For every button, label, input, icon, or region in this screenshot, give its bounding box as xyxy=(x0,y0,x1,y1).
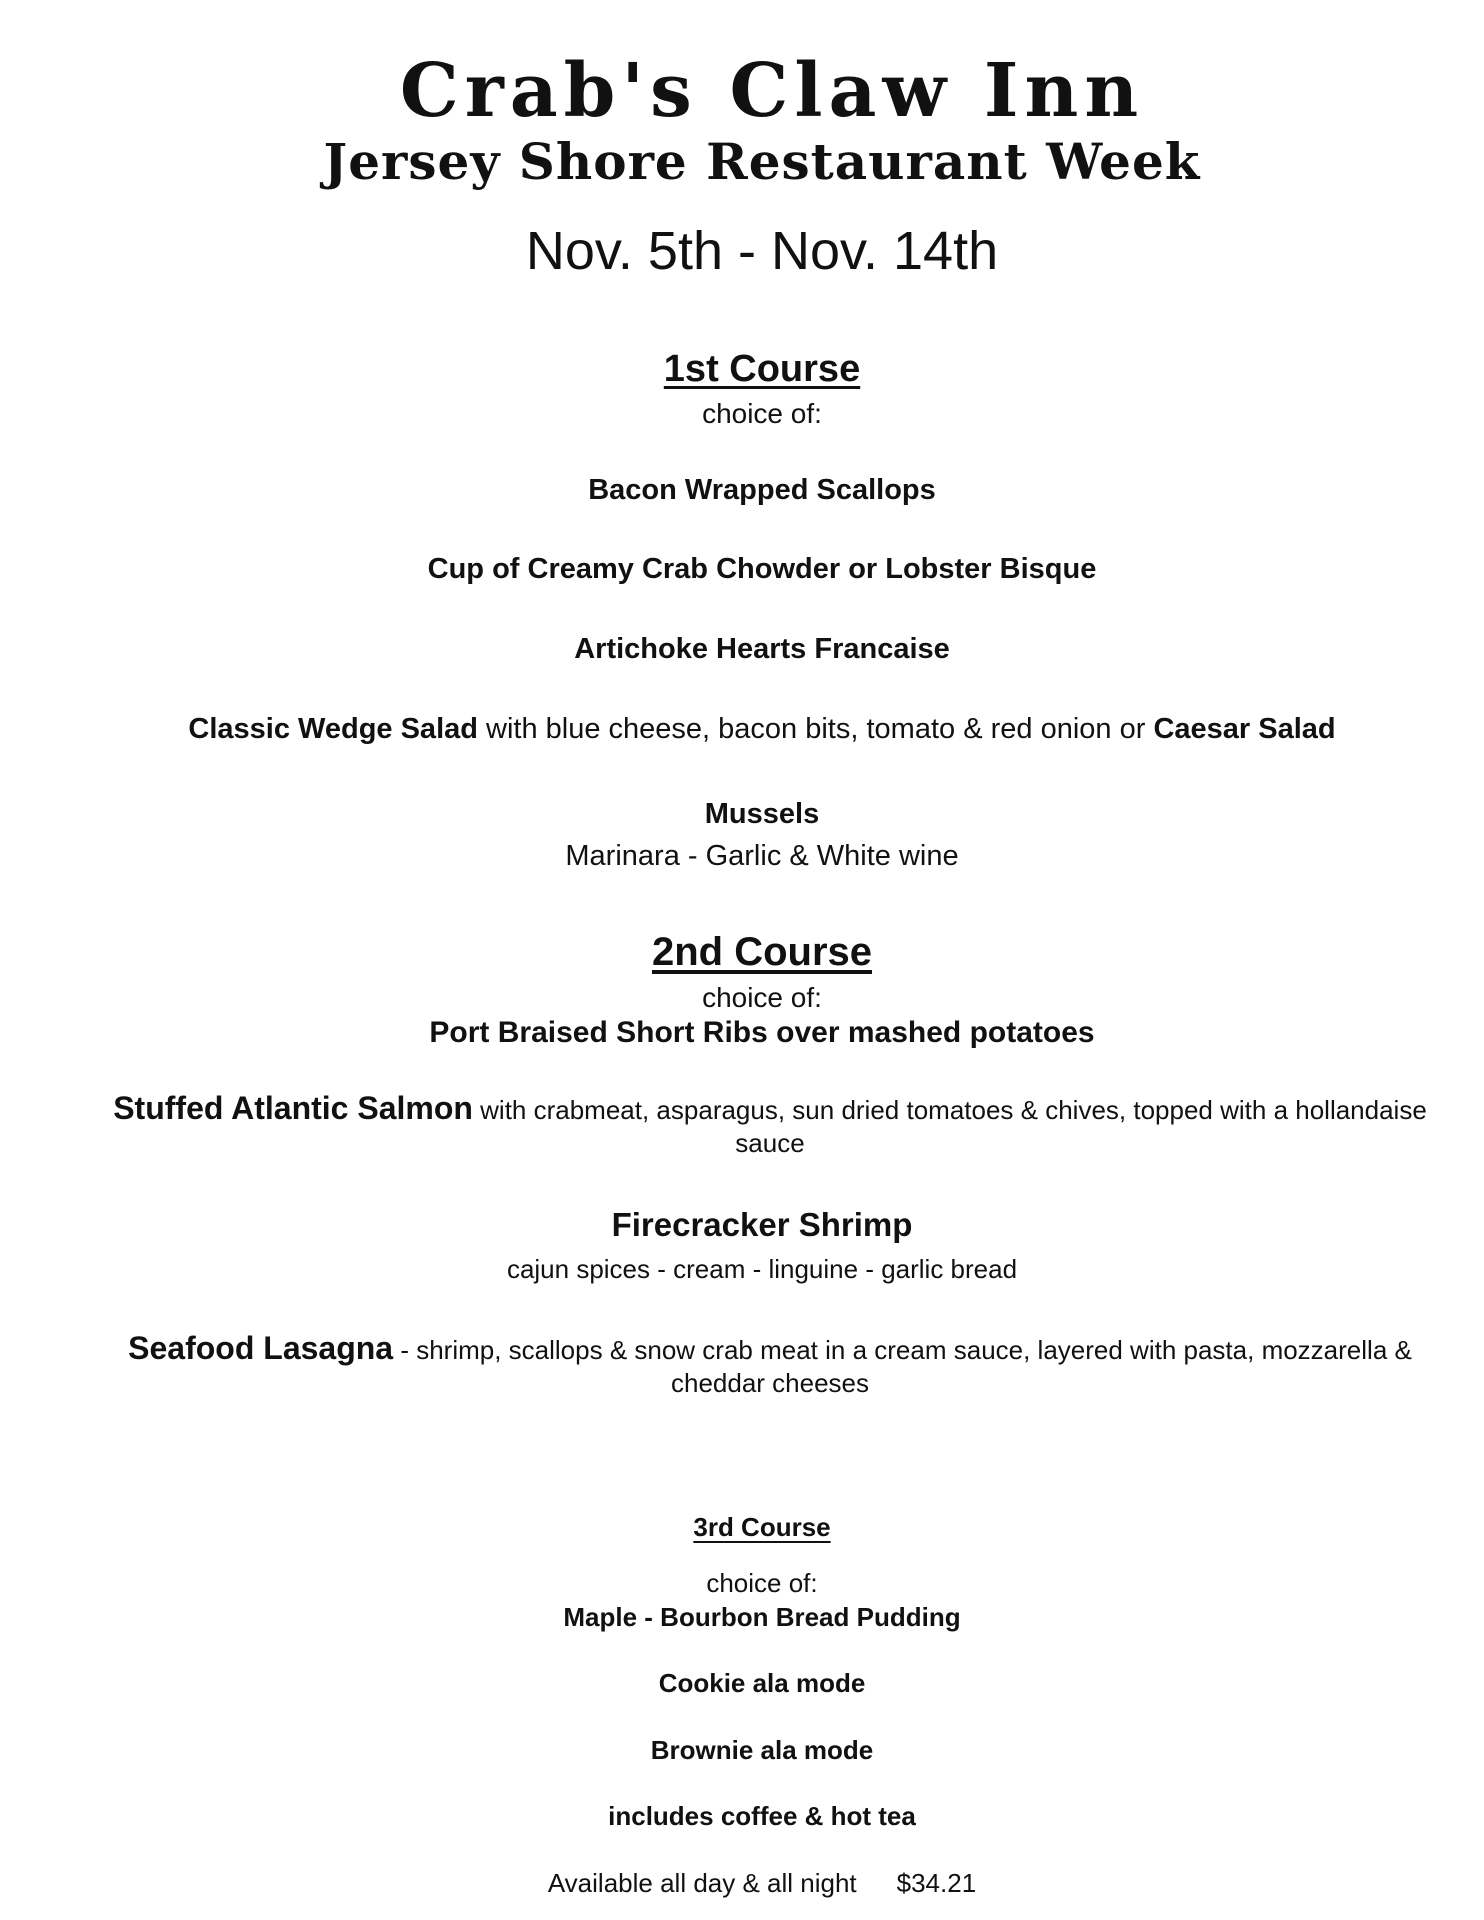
course-3-item-brownie: Brownie ala mode xyxy=(650,1735,874,1765)
course-3-beverages: includes coffee & hot tea xyxy=(608,1801,916,1831)
salmon-description: with crabmeat, asparagus, sun dried tomatoes & chives, topped with a hollandaise sauce xyxy=(472,1095,1427,1158)
salad-name: Classic Wedge Salad xyxy=(188,713,478,745)
course-1-heading: 1st Course xyxy=(663,348,861,390)
availability-note: Available all day & all night xyxy=(547,1868,857,1898)
course-1-item-mussels: Mussels xyxy=(704,798,820,830)
event-title: Jersey Shore Restaurant Week xyxy=(323,132,1201,191)
salmon-name: Stuffed Atlantic Salmon xyxy=(113,1090,473,1126)
course-3-heading: 3rd Course xyxy=(693,1512,831,1542)
course-3-item-cookie: Cookie ala mode xyxy=(658,1668,866,1698)
mussels-description: Marinara - Garlic & White wine xyxy=(565,840,959,872)
lasagna-name: Seafood Lasagna xyxy=(128,1330,394,1366)
course-1-item-scallops: Bacon Wrapped Scallops xyxy=(588,474,936,506)
course-2-item-short-ribs: Port Braised Short Ribs over mashed potatoes xyxy=(429,1016,1095,1049)
course-2-item-shrimp: Firecracker Shrimp xyxy=(611,1206,913,1243)
course-3-item-bread-pudding: Maple - Bourbon Bread Pudding xyxy=(563,1602,961,1632)
course-2-choice-label: choice of: xyxy=(702,982,822,1013)
lasagna-description: - shrimp, scallops & snow crab meat in a cream sauce, layered with pasta, mozzarella & cheddar cheeses xyxy=(393,1335,1412,1398)
course-1-item-salad xyxy=(20,713,1484,746)
price: $34.21 xyxy=(896,1868,977,1898)
salad-description: with blue cheese, bacon bits, tomato & red onion or xyxy=(477,713,1154,745)
restaurant-name: Crab's Claw Inn xyxy=(399,48,1145,134)
shrimp-description: cajun spices - cream - linguine - garlic bread xyxy=(506,1254,1018,1284)
event-dates: Nov. 5th - Nov. 14th xyxy=(525,221,999,281)
course-1-item-chowder: Cup of Creamy Crab Chowder or Lobster Bisque xyxy=(427,553,1097,585)
course-2-item-lasagna xyxy=(120,1330,1420,1398)
footer xyxy=(20,1868,1484,1899)
course-2-item-salmon xyxy=(100,1090,1440,1158)
course-2-heading: 2nd Course xyxy=(651,930,873,974)
course-1-choice-label: choice of: xyxy=(702,398,822,429)
salad-alternative: Caesar Salad xyxy=(1153,713,1336,745)
course-1-item-artichoke: Artichoke Hearts Francaise xyxy=(574,633,950,665)
course-3-choice-label: choice of: xyxy=(706,1568,818,1598)
